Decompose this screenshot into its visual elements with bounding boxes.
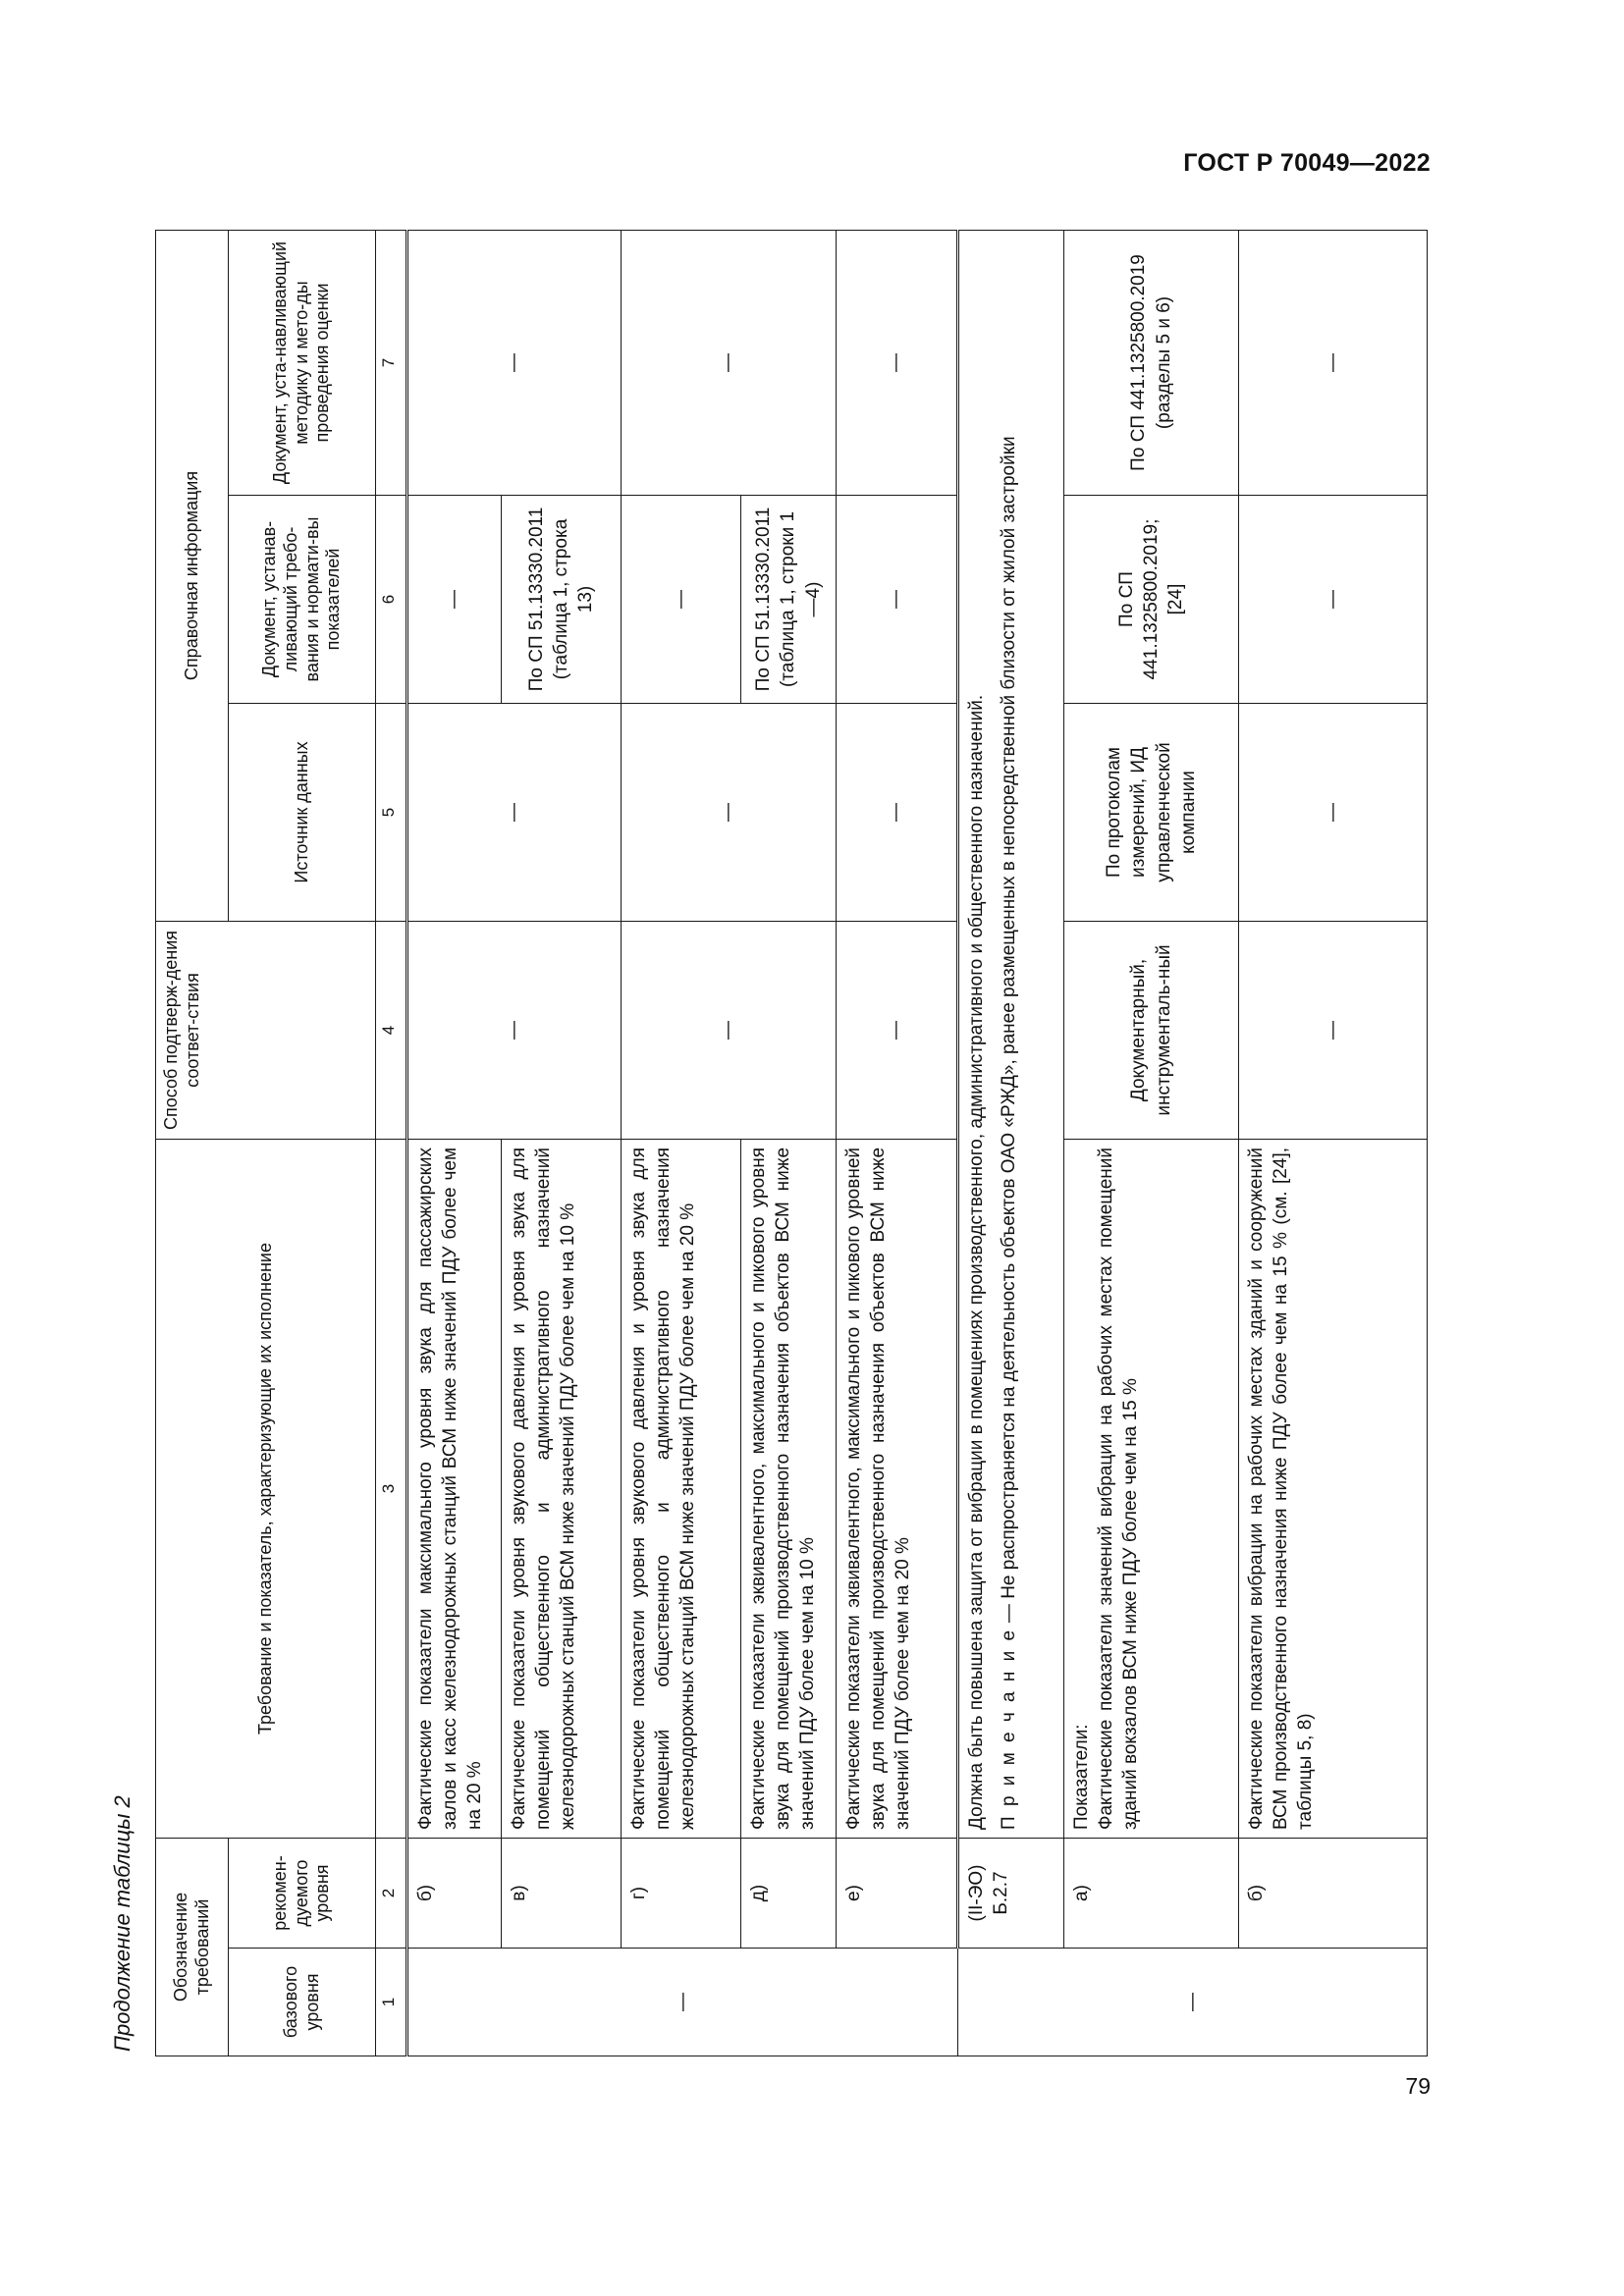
requirements-table-container (155, 231, 1428, 2056)
requirements-table (155, 230, 1428, 2056)
requirement-header: Требование и показатель, характеризующие их исполнение (156, 1139, 376, 1838)
continuation-label: Продолжение таблицы 2 (110, 1795, 135, 2052)
data-source-header: Источник данных (229, 703, 376, 921)
base-level-cell: — (407, 1949, 958, 2056)
method-doc-header: Документ, уста-навливающий методику и мето-ды проведения оценки (229, 230, 376, 495)
reference-info-header: Справочная информация (156, 230, 229, 921)
conformity-method-cell: — (1239, 921, 1428, 1139)
requirement-text-cell: Фактические показатели максимального уровня звука для пассажирских залов и касс железнодорожных станций ВСМ ниже значений ПДУ более чем на 20 % (407, 1139, 502, 1838)
column-number: 4 (376, 921, 407, 1139)
indicators-intro: Показатели: (1071, 1724, 1092, 1830)
normative-doc-cell: — (407, 495, 502, 703)
note-text: — Не распространяется на деятельность объектов ОАО «РЖД», ранее размещенных в непосредственной близости от жилой застройки (999, 436, 1020, 1629)
page-number: 79 (1405, 2073, 1431, 2099)
normative-doc-cell: — (622, 495, 741, 703)
requirement-code-cell: (II-ЭО) Б.2.7 (958, 1838, 1064, 1948)
data-source-cell: — (837, 703, 958, 921)
table-row (1064, 230, 1239, 2056)
column-number: 2 (376, 1838, 407, 1948)
column-number: 3 (376, 1139, 407, 1838)
normative-doc-cell: По СП 441.1325800.2019; [24] (1064, 495, 1239, 703)
conformity-method-cell: — (407, 921, 622, 1139)
method-doc-cell: По СП 441.1325800.2019 (разделы 5 и 6) (1064, 230, 1239, 495)
table-row (407, 230, 502, 2056)
table-row (741, 230, 837, 2056)
recommended-level-header: рекомен-дуемого уровня (229, 1838, 376, 1948)
designation-header: Обозначение требований (156, 1838, 229, 2056)
requirement-text-cell: Фактические показатели эквивалентного, максимального и пикового уровней звука для помещений производственного назначения объектов ВСМ ниже значений ПДУ более чем на 20 % (837, 1139, 958, 1838)
normative-doc-cell: — (837, 495, 958, 703)
requirement-text-cell: Фактические показатели уровня звукового давления и уровня звука для помещений общественного и административного назначений железнодорожных станций ВСМ ниже значений ПДУ более чем на 10 % (502, 1139, 622, 1838)
note-label: П р и м е ч а н и е (999, 1628, 1020, 1830)
column-number: 5 (376, 703, 407, 921)
recommended-level-cell: г) (622, 1838, 741, 1948)
table-row (837, 230, 958, 2056)
recommended-level-cell: е) (837, 1838, 958, 1948)
requirement-note (997, 239, 1021, 1830)
recommended-level-cell: б) (1239, 1838, 1428, 1948)
method-doc-cell: — (837, 230, 958, 495)
requirement-statement: Должна быть повышена защита от вибрации в помещениях производственного, административного и общественного назначений. (966, 694, 987, 1830)
data-source-cell: — (1239, 703, 1428, 921)
column-number: 1 (376, 1949, 407, 2056)
recommended-level-cell: а) (1064, 1838, 1239, 1948)
recommended-level-cell: в) (502, 1838, 622, 1948)
method-doc-cell: — (1239, 230, 1428, 495)
requirement-text: Фактические показатели значений вибрации на рабочих местах помещений зданий вокзалов ВСМ ниже ПДУ более чем на 15 % (1096, 1147, 1142, 1830)
conformity-method-cell: Документарный, инструменталь-ный (1064, 921, 1239, 1139)
conformity-method-cell: — (622, 921, 837, 1139)
normative-doc-cell: По СП 51.13330.2011 (таблица 1, строка 13) (502, 495, 622, 703)
column-number: 6 (376, 495, 407, 703)
base-level-header: базового уровня (229, 1949, 376, 2056)
conformity-method-cell: — (837, 921, 958, 1139)
table-row (958, 230, 1064, 2056)
base-level-cell: — (958, 1949, 1428, 2056)
data-source-cell: По протоколам измерений, ИД управленческой компании (1064, 703, 1239, 921)
column-number: 7 (376, 230, 407, 495)
table-row (622, 230, 741, 2056)
table-row (1239, 230, 1428, 2056)
conformity-method-header: Способ подтверж-дения соответ-ствия (156, 921, 376, 1139)
recommended-level-cell: д) (741, 1838, 837, 1948)
requirement-text-cell: Фактические показатели уровня звукового давления и уровня звука для помещений общественного и административного назначения железнодорожных станций ВСМ ниже значений ПДУ более чем на 20 % (622, 1139, 741, 1838)
method-doc-cell: — (407, 230, 622, 495)
method-doc-cell: — (622, 230, 837, 495)
normative-doc-cell: — (1239, 495, 1428, 703)
recommended-level-cell: б) (407, 1838, 502, 1948)
document-code: ГОСТ Р 70049—2022 (1183, 149, 1431, 177)
requirement-statement-cell (958, 230, 1064, 1838)
data-source-cell: — (622, 703, 837, 921)
data-source-cell: — (407, 703, 622, 921)
normative-doc-header: Документ, устанав-ливающий требо-вания и нормати-вы показателей (229, 495, 376, 703)
table-row (502, 230, 622, 2056)
requirement-text-cell: Фактические показатели вибрации на рабочих местах зданий и сооружений ВСМ производственного назначения ниже ПДУ более чем на 15 % (см. [24], таблицы 5, 8) (1239, 1139, 1428, 1838)
requirement-text-cell: Фактические показатели эквивалентного, максимального и пикового уровня звука для помещений производственного назначения объектов ВСМ ниже значений ПДУ более чем на 10 % (741, 1139, 837, 1838)
normative-doc-cell: По СП 51.13330.2011 (таблица 1, строки 1—4) (741, 495, 837, 703)
requirement-text-cell (1064, 1139, 1239, 1838)
column-numbers-row (376, 230, 407, 2056)
